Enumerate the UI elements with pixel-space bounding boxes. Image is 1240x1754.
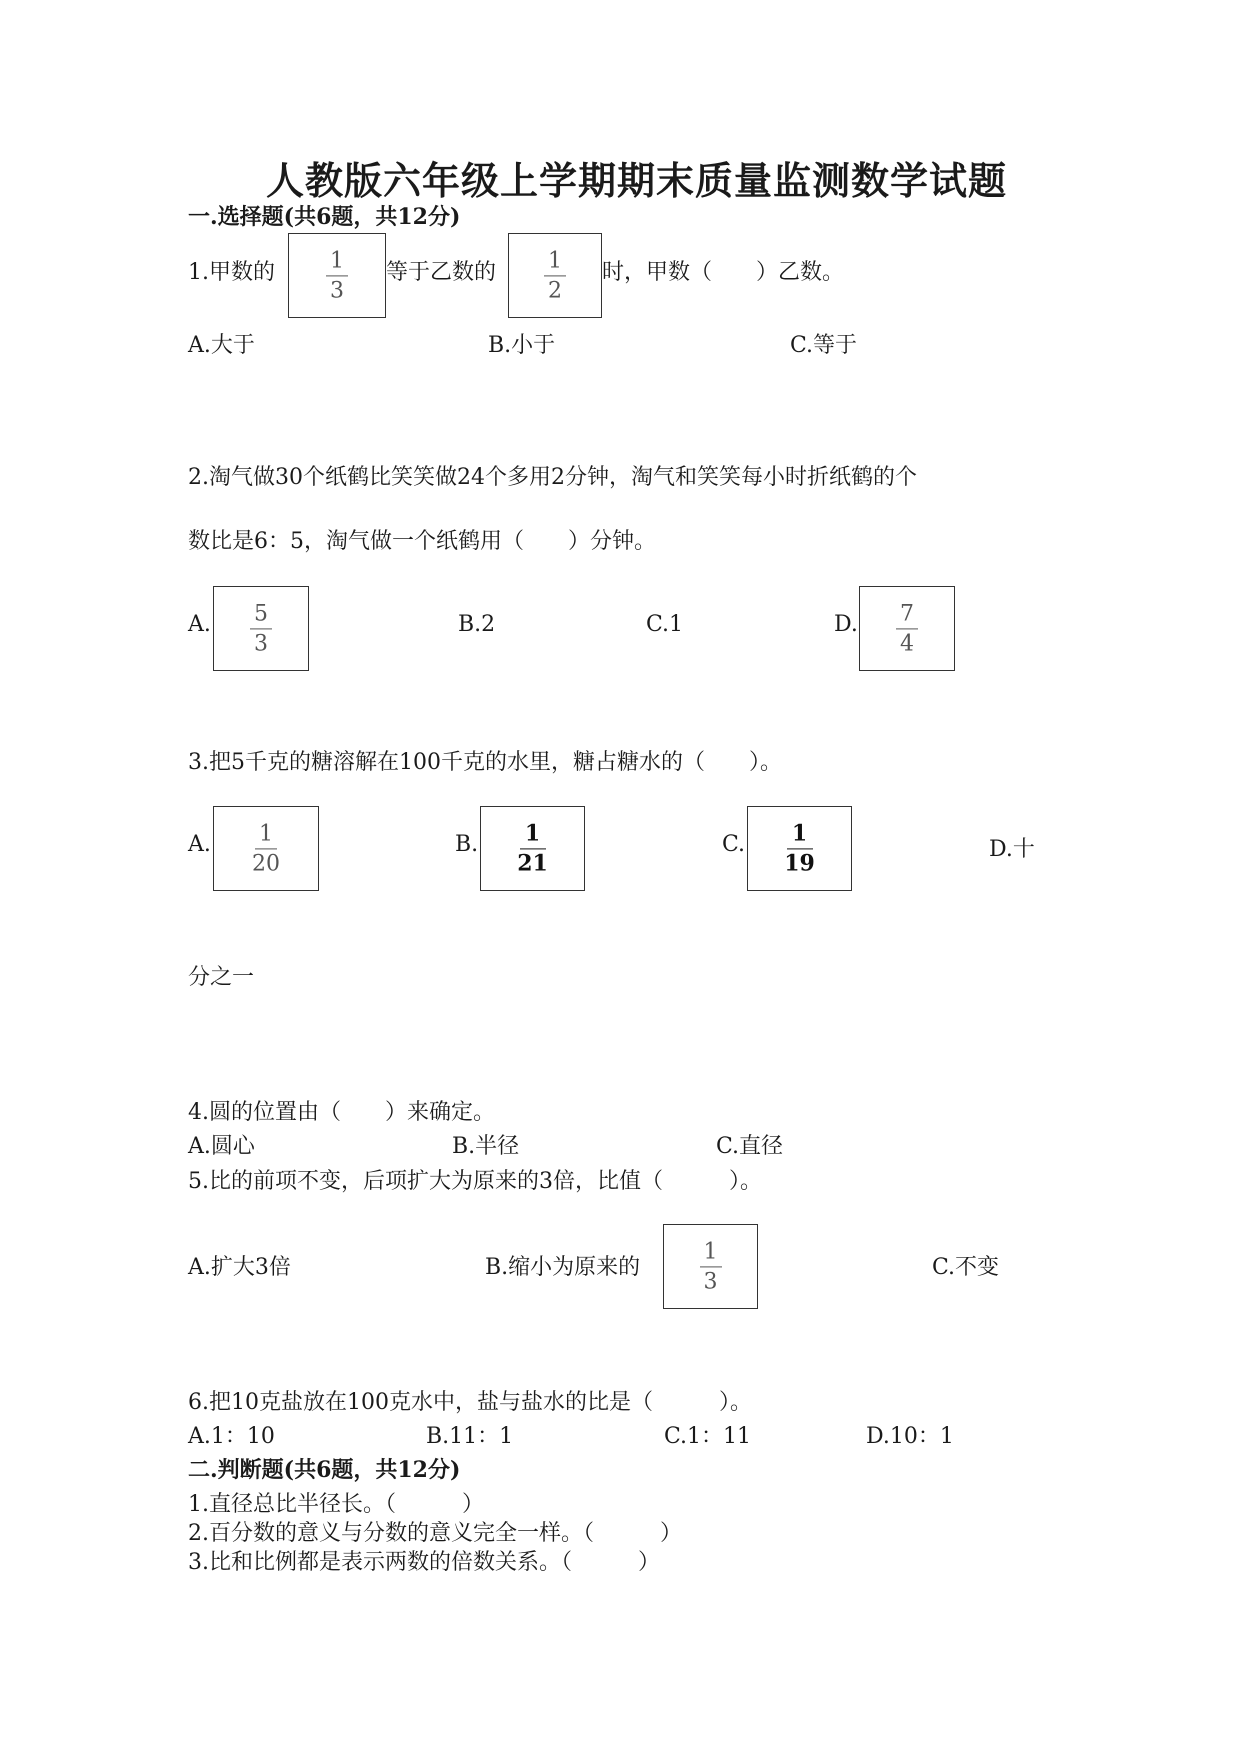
q2-option-c[interactable]: C.1 [646, 612, 684, 637]
q1-fraction-1-den: 3 [330, 278, 344, 303]
q1-option-b[interactable]: B.小于 [488, 333, 556, 358]
q4-option-c[interactable]: C.直径 [716, 1134, 784, 1159]
q4-option-a[interactable]: A.圆心 [188, 1134, 255, 1159]
q2-text-line2: 数比是6：5，淘气做一个纸鹤用（ ）分钟。 [188, 529, 656, 554]
q5-text: 5.比的前项不变，后项扩大为原来的3倍，比值（ ）。 [188, 1169, 762, 1194]
q5-b-den: 3 [703, 1269, 718, 1294]
q1-fraction-1 [288, 233, 386, 318]
q6-option-c[interactable]: C.1：11 [664, 1424, 752, 1449]
q3-option-a-fraction [213, 806, 319, 891]
q2-text-line1: 2.淘气做30个纸鹤比笑笑做24个多用2分钟，淘气和笑笑每小时折纸鹤的个 [188, 465, 917, 490]
fraction-bar [326, 275, 348, 276]
fraction-bar [787, 848, 813, 849]
section-heading-judgement: 二.判断题(共6题，共12分) [188, 1457, 461, 1483]
q3-a-num: 1 [259, 820, 273, 846]
judgement-item-1: 1.直径总比半径长。（ ） [188, 1492, 484, 1517]
q6-option-d[interactable]: D.10：1 [866, 1424, 954, 1449]
q6-option-b[interactable]: B.11：1 [426, 1424, 514, 1449]
section-heading-choice: 一.选择题(共6题，共12分) [188, 204, 461, 230]
q2-option-d[interactable]: D. [834, 612, 858, 637]
judgement-item-2: 2.百分数的意义与分数的意义完全一样。（ ） [188, 1521, 682, 1546]
fraction-bar [520, 848, 546, 849]
q3-option-c[interactable]: C. [722, 832, 746, 857]
q5-option-b[interactable]: B.缩小为原来的 [485, 1255, 641, 1280]
q3-option-b-fraction [480, 806, 585, 891]
q1-fraction-2-num: 1 [548, 247, 562, 273]
q1-fraction-2 [508, 233, 602, 318]
fraction-bar [255, 848, 277, 849]
q2-option-d-fraction [859, 586, 955, 671]
q1-text-part3: 时，甲数（ ）乙数。 [602, 260, 845, 285]
q2-option-b[interactable]: B.2 [458, 612, 496, 637]
q3-option-d-continued: 分之一 [188, 965, 255, 990]
q3-a-den: 20 [252, 851, 280, 876]
q6-text: 6.把10克盐放在100克水中，盐与盐水的比是（ ）。 [188, 1390, 752, 1415]
q2-d-num: 7 [900, 600, 914, 626]
page-title: 人教版六年级上学期期末质量监测数学试题 [266, 158, 1008, 203]
q3-b-num: 1 [524, 819, 541, 846]
q1-fraction-1-num: 1 [330, 247, 344, 273]
q3-text: 3.把5千克的糖溶解在100千克的水里，糖占糖水的（ ）。 [188, 750, 782, 775]
q6-option-a[interactable]: A.1：10 [188, 1424, 275, 1449]
q2-a-num: 5 [254, 600, 268, 626]
q2-option-a[interactable]: A. [188, 612, 211, 637]
q1-option-c[interactable]: C.等于 [790, 333, 858, 358]
q4-text: 4.圆的位置由（ ）来确定。 [188, 1100, 495, 1125]
q3-option-a[interactable]: A. [188, 832, 211, 857]
q5-option-c[interactable]: C.不变 [932, 1255, 1000, 1280]
q5-option-b-fraction [663, 1224, 758, 1309]
q1-text-part1: 1.甲数的 [188, 260, 275, 285]
q3-b-den: 21 [517, 850, 548, 876]
fraction-bar [250, 628, 272, 629]
q3-option-b[interactable]: B. [455, 832, 479, 857]
q5-option-a[interactable]: A.扩大3倍 [188, 1255, 291, 1280]
q1-text-part2: 等于乙数的 [386, 260, 497, 285]
q3-c-num: 1 [791, 819, 808, 846]
q2-d-den: 4 [900, 631, 914, 656]
q3-option-d[interactable]: D.十 [989, 837, 1035, 862]
fraction-bar [896, 628, 918, 629]
judgement-item-3: 3.比和比例都是表示两数的倍数关系。（ ） [188, 1550, 660, 1575]
q2-a-den: 3 [254, 631, 268, 656]
q1-option-a[interactable]: A.大于 [188, 333, 255, 358]
fraction-bar [544, 275, 566, 276]
q3-c-den: 19 [784, 850, 815, 876]
fraction-bar [700, 1266, 722, 1267]
q3-option-c-fraction [747, 806, 852, 891]
q2-option-a-fraction [213, 586, 309, 671]
q5-b-num: 1 [703, 1238, 718, 1264]
q1-fraction-2-den: 2 [548, 278, 562, 303]
q4-option-b[interactable]: B.半径 [452, 1134, 520, 1159]
